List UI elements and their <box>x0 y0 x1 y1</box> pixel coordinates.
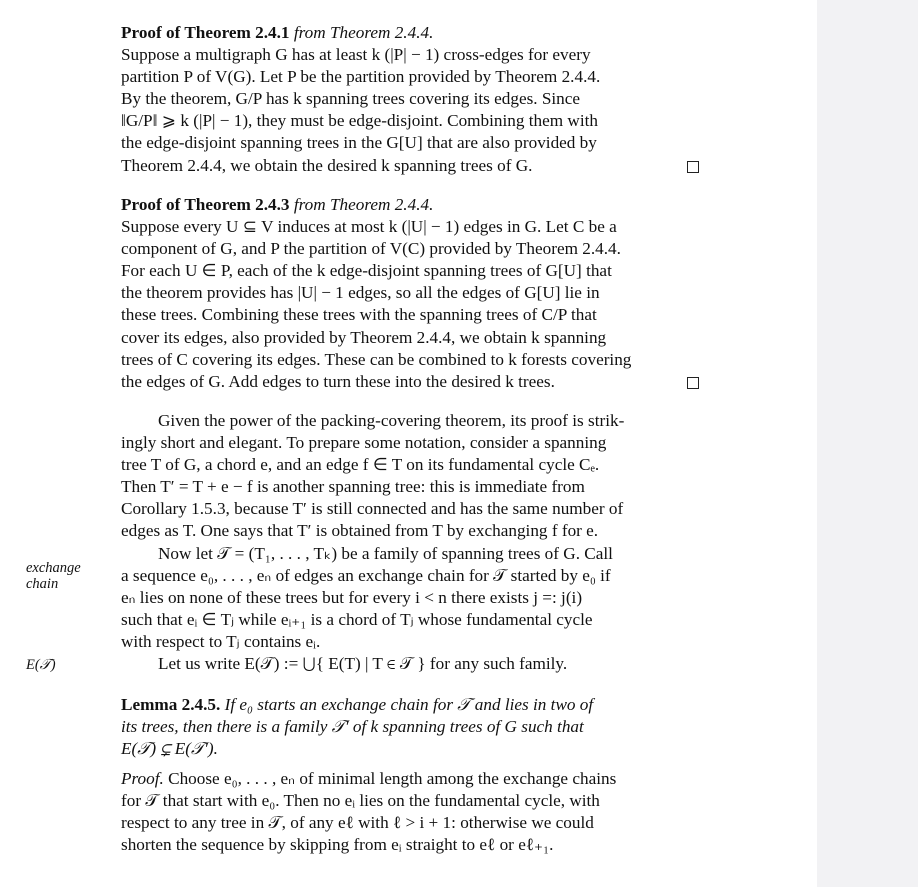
body-line: ingly short and elegant. To prepare some notation, consider a spanning <box>121 433 607 453</box>
lemma-2-4-5 <box>121 694 699 760</box>
body-line: edges as T. One says that T′ is obtained from T by exchanging f for e. <box>121 521 599 541</box>
body-line: Given the power of the packing-covering theorem, its proof is strik- <box>158 411 625 430</box>
proof1-line: ‖G/P‖ ⩾ k (|P| − 1), they must be edge-disjoint. Combining them with <box>121 111 598 131</box>
body-line: Now let 𝒯 = (T₁, . . . , Tₖ) be a family of spanning trees of G. Call <box>158 543 613 563</box>
margin-note-e-t: E(𝒯) <box>26 657 56 673</box>
margin-note-exchange-chain: exchange chain <box>26 560 81 592</box>
proof2-line: component of G, and P the partition of V(C) provided by Theorem 2.4.4. <box>121 239 621 259</box>
body-line: with respect to Tⱼ contains eᵢ. <box>121 631 321 651</box>
proof2-line: the theorem provides has |U| − 1 edges, so all the edges of G[U] lie in <box>121 283 600 303</box>
lemma-line: If e₀ starts an exchange chain for 𝒯 and lies in two of <box>224 695 594 714</box>
proof3-line: for 𝒯 that start with e₀. Then no eᵢ lies on the fundamental cycle, with <box>121 791 600 811</box>
proof3-line: Choose e₀, . . . , eₙ of minimal length among the exchange chains <box>168 769 617 788</box>
proof2-title: Proof of Theorem 2.4.3 <box>121 195 290 214</box>
proof1-line: the edge-disjoint spanning trees in the G[U] that are also provided by <box>121 133 597 153</box>
proof-theorem-2-4-1 <box>121 22 699 177</box>
proof1-subtitle: from Theorem 2.4.4. <box>293 23 434 42</box>
proof1-line: By the theorem, G/P has k spanning trees covering its edges. Since <box>121 89 581 109</box>
lemma-line: its trees, then there is a family 𝒯′ of k spanning trees of G such that <box>121 717 584 737</box>
proof1-line: Theorem 2.4.4, we obtain the desired k spanning trees of G. <box>121 155 533 175</box>
proof3-line: shorten the sequence by skipping from eᵢ straight to eℓ or eℓ₊₁. <box>121 835 554 855</box>
body-line: Let us write E(𝒯) := ⋃{ E(T) | T ∈ 𝒯 } for any such family. <box>158 654 568 674</box>
proof1-line: partition P of V(G). Let P be the partition provided by Theorem 2.4.4. <box>121 67 601 87</box>
proof2-line: trees of C covering its edges. These can be combined to k forests covering <box>121 349 632 369</box>
proof-theorem-2-4-3 <box>121 194 699 393</box>
proof2-subtitle: from Theorem 2.4.4. <box>293 195 434 214</box>
body-line: Then T′ = T + e − f is another spanning tree: this is immediate from <box>121 477 585 497</box>
body-text <box>121 410 699 675</box>
proof2-line: cover its edges, also provided by Theorem 2.4.4, we obtain k spanning <box>121 327 607 347</box>
proof1-line: Suppose a multigraph G has at least k (|P| − 1) cross-edges for every <box>121 45 591 65</box>
proof2-line: Suppose every U ⊆ V induces at most k (|U| − 1) edges in G. Let C be a <box>121 217 617 237</box>
lemma-line: E(𝒯) ⊊ E(𝒯′). <box>121 739 218 759</box>
proof1-title: Proof of Theorem 2.4.1 <box>121 23 290 42</box>
lemma-proof <box>121 768 699 856</box>
proof2-line: For each U ∈ P, each of the k edge-disjoint spanning trees of G[U] that <box>121 261 612 281</box>
body-line: eₙ lies on none of these trees but for every i < n there exists j =: j(i) <box>121 587 583 607</box>
proof3-title: Proof. <box>121 769 164 788</box>
body-line: Corollary 1.5.3, because T′ is still connected and has the same number of <box>121 499 624 519</box>
right-gray-panel <box>817 0 918 887</box>
body-line: such that eᵢ ∈ Tⱼ while eᵢ₊₁ is a chord of Tⱼ whose fundamental cycle <box>121 609 593 629</box>
qed-box-icon <box>687 377 699 389</box>
body-line: tree T of G, a chord e, and an edge f ∈ T on its fundamental cycle Cₑ. <box>121 455 600 475</box>
proof3-line: respect to any tree in 𝒯, of any eℓ with ℓ > i + 1: otherwise we could <box>121 813 594 833</box>
body-line: a sequence e₀, . . . , eₙ of edges an exchange chain for 𝒯 started by e₀ if <box>121 565 611 585</box>
proof2-line: the edges of G. Add edges to turn these into the desired k trees. <box>121 371 555 391</box>
lemma-title: Lemma 2.4.5. <box>121 695 221 714</box>
proof2-line: these trees. Combining these trees with the spanning trees of C/P that <box>121 305 597 325</box>
qed-box-icon <box>687 161 699 173</box>
